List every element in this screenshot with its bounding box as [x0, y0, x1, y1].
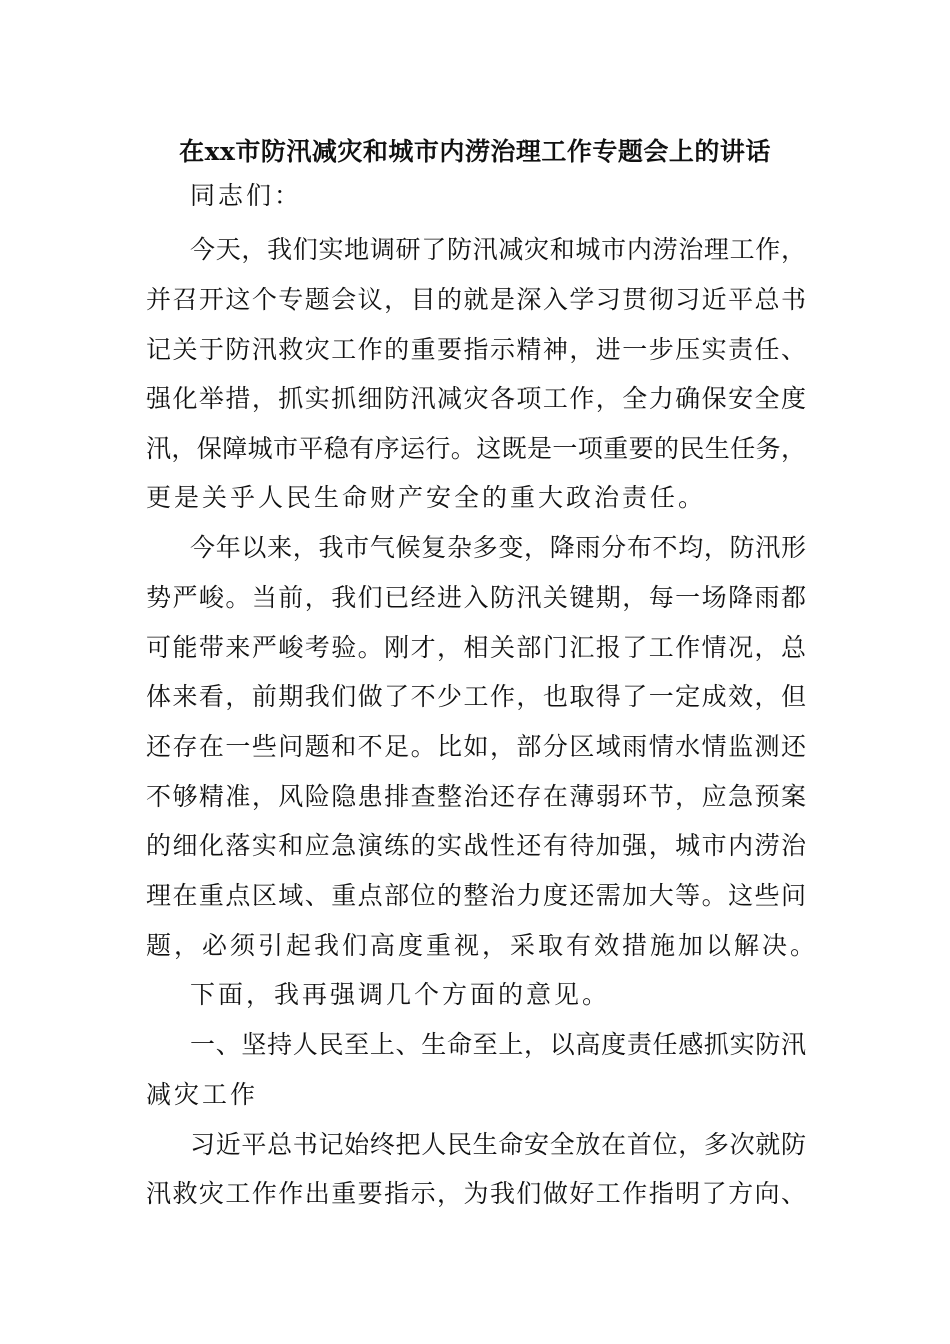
- paragraph-line: 不够精准，风险隐患排查整治还存在薄弱环节，应急预案: [146, 782, 806, 811]
- paragraph-line: 可能带来严峻考验。刚才，相关部门汇报了工作情况，总: [146, 633, 806, 662]
- paragraph-line: 体来看，前期我们做了不少工作，也取得了一定成效，但: [146, 682, 806, 711]
- paragraph-line: 的细化落实和应急演练的实战性还有待加强，城市内涝治: [146, 831, 806, 860]
- paragraph-line: 势严峻。当前，我们已经进入防汛关键期，每一场降雨都: [146, 583, 806, 612]
- paragraph-line: 今年以来，我市气候复杂多变，降雨分布不均，防汛形: [190, 533, 806, 562]
- paragraph-line: 汛，保障城市平稳有序运行。这既是一项重要的民生任务，: [146, 434, 806, 463]
- paragraph-line: 还存在一些问题和不足。比如，部分区域雨情水情监测还: [146, 732, 806, 761]
- paragraph-line: 题，必须引起我们高度重视，采取有效措施加以解决。: [146, 931, 819, 960]
- paragraph-line: 并召开这个专题会议，目的就是深入学习贯彻习近平总书: [146, 285, 806, 314]
- paragraph-line: 强化举措，抓实抓细防汛减灾各项工作，全力确保安全度: [146, 384, 806, 413]
- section-heading: 减灾工作: [146, 1080, 259, 1109]
- paragraph-line: 理在重点区域、重点部位的整治力度还需加大等。这些问: [146, 881, 806, 910]
- paragraph-line: 记关于防汛救灾工作的重要指示精神，进一步压实责任、: [146, 335, 806, 364]
- salutation: 同志们：: [190, 181, 303, 210]
- paragraph-line: 今天，我们实地调研了防汛减灾和城市内涝治理工作，: [190, 235, 806, 264]
- paragraph-line: 更是关乎人民生命财产安全的重大政治责任。: [146, 483, 707, 512]
- section-heading: 一、坚持人民至上、生命至上，以高度责任感抓实防汛: [190, 1030, 806, 1059]
- document-title: 在xx市防汛减灾和城市内涝治理工作专题会上的讲话: [179, 137, 771, 166]
- paragraph-line: 汛救灾工作作出重要指示，为我们做好工作指明了方向、: [146, 1179, 806, 1208]
- paragraph-line: 习近平总书记始终把人民生命安全放在首位，多次就防: [190, 1130, 806, 1159]
- paragraph-line: 下面，我再强调几个方面的意见。: [190, 980, 611, 1009]
